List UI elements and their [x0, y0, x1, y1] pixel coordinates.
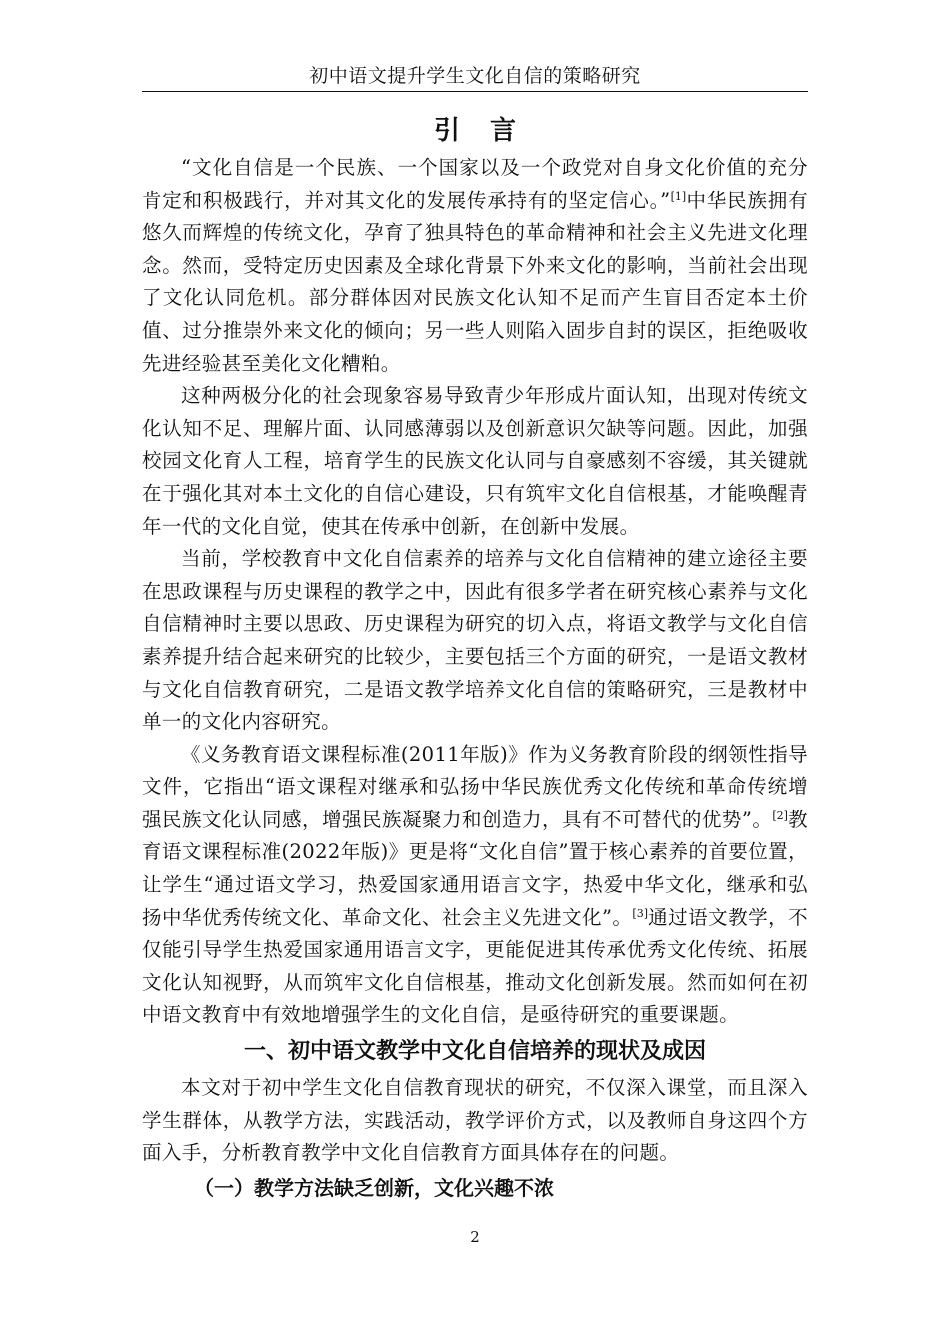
sub-heading: （一）教学方法缺乏创新，文化兴趣不浓 [194, 1175, 554, 1200]
paragraph-4-text-c: 通过语文教学，不仅能引导学生热爱国家通用语言文字，更能促进其传承优秀文化传统、拓展文化认知视野，从而筑牢文化自信根基，推动文化创新发展。然而如何在初中语文教育中有效地增强学生的文化自信，是亟待研究的重要课题。 [142, 905, 808, 1027]
citation-2: [2] [772, 808, 788, 822]
running-header: 初中语文提升学生文化自信的策略研究 [309, 65, 641, 87]
paragraph-1-text-a: “文化自信是一个民族、一个国家以及一个政党对自身文化价值的充分肯定和积极践行，并对其文化的发展传承持有的坚定信心。” [142, 156, 808, 212]
page-title [0, 114, 950, 148]
title-char-1: 引 [433, 116, 460, 146]
section-intro-paragraph: 本文对于初中学生文化自信教育现状的研究，不仅深入课堂，而且深入学生群体，从教学方法，实践活动，教学评价方式，以及教师自身这四个方面入手，分析教育教学中文化自信教育方面具体存在的问题。 [142, 1076, 808, 1165]
citation-1: [1] [670, 189, 687, 203]
citation-3: [3] [632, 906, 649, 920]
paragraph-4-text-b: 教育语文课程标准(2022年版)》更是将“文化自信”置于核心素养的首要位置，让学生“通过语文学习，热爱国家通用语言文字，热爱中华文化，继承和弘扬中华优秀传统文化、革命文化、社会主义先进文化”。 [142, 807, 808, 929]
document-body [142, 152, 808, 1204]
section-heading: 一、初中语文教学中文化自信培养的现状及成因 [243, 1039, 706, 1065]
title-char-2: 言 [490, 116, 517, 146]
header-rule [142, 91, 808, 92]
paragraph-1 [142, 152, 808, 380]
paragraph-4 [142, 739, 808, 1032]
paragraph-1-text-b: 中华民族拥有悠久而辉煌的传统文化，孕育了独具特色的革命精神和社会主义先进文化理念。然而，受特定历史因素及全球化背景下外来文化的影响，当前社会出现了文化认同危机。部分群体因对民族文化认知不足而产生盲目否定本土价值、过分推崇外来文化的倾向；另一些人则陷入固步自封的误区，拒绝吸收先进经验甚至美化文化糟粕。 [142, 188, 808, 375]
paragraph-3: 当前，学校教育中文化自信素养的培养与文化自信精神的建立途径主要在思政课程与历史课程的教学之中，因此有很多学者在研究核心素养与文化自信精神时主要以思政、历史课程为研究的切入点，将语文教学与文化自信素养提升结合起来研究的比较少，主要包括三个方面的研究，一是语文教材与文化自信教育研究，二是语文教学培养文化自信的策略研究，三是教材中单一的文化内容研究。 [142, 547, 808, 734]
page-number: 2 [470, 1228, 480, 1246]
paragraph-4-text-a: 《义务教育语文课程标准(2011年版)》作为义务教育阶段的纲领性指导文件，它指出“语文课程对继承和弘扬中华民族优秀文化传统和革命传统增强民族文化认同感，增强民族凝聚力和创造力，具有不可替代的优势”。 [142, 742, 808, 831]
paragraph-2: 这种两极分化的社会现象容易导致青少年形成片面认知，出现对传统文化认知不足、理解片面、认同感薄弱以及创新意识欠缺等问题。因此，加强校园文化育人工程，培育学生的民族文化认同与自豪感刻不容缓，其关键就在于强化其对本土文化的自信心建设，只有筑牢文化自信根基，才能唤醒青年一代的文化自觉，使其在传承中创新，在创新中发展。 [142, 384, 808, 538]
